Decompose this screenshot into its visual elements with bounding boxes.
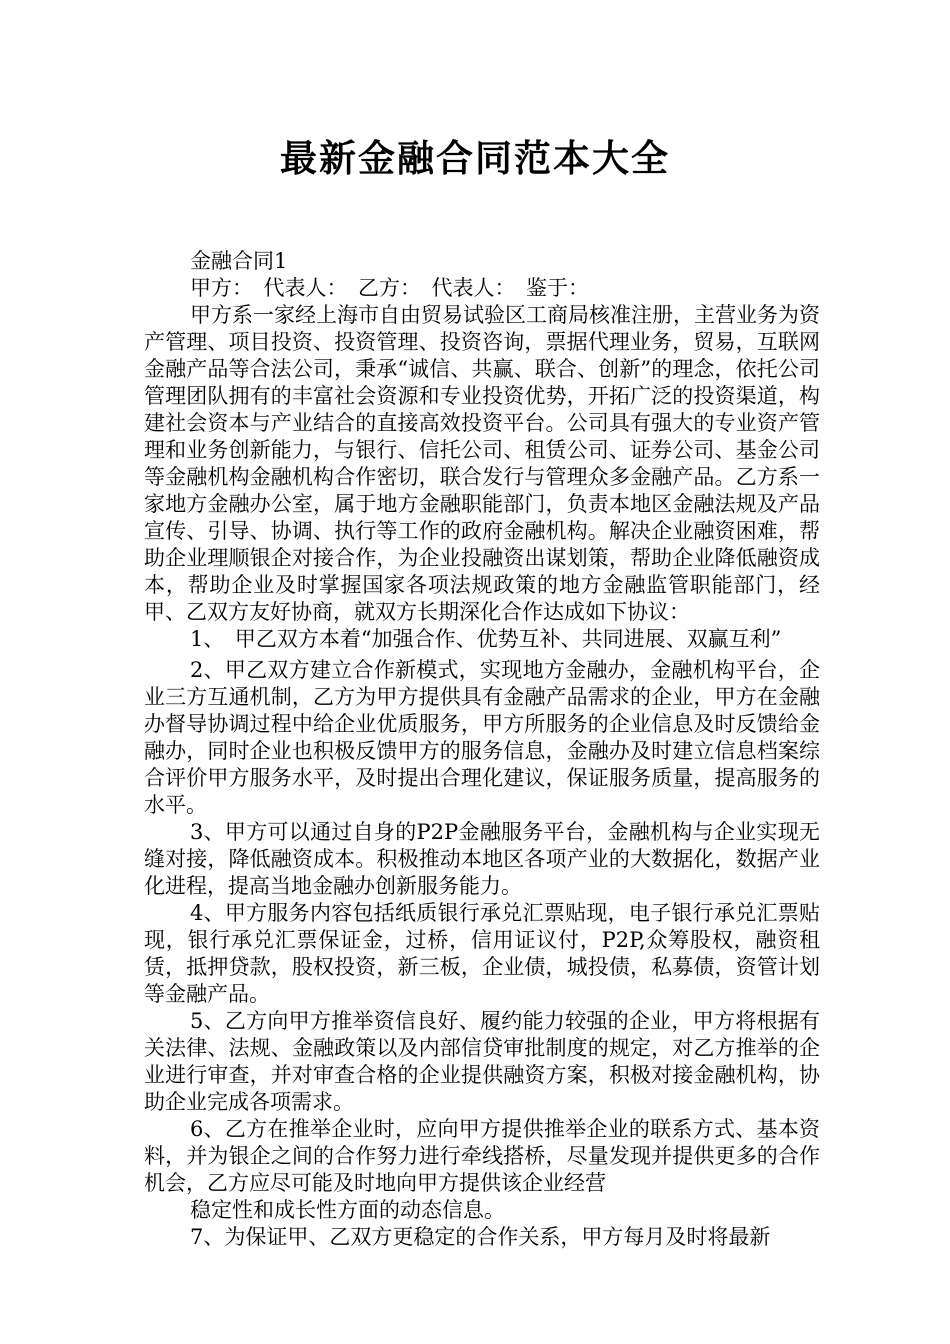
- paragraph-clause-3: 3、甲方可以通过自身的P2P金融服务平台，金融机构与企业实现无缝对接，降低融资成本。积极推动本地区各项产业的大数据化，数据产业化进程，提高当地金融办创新服务能力。: [144, 820, 820, 898]
- paragraph-clause-1: 1、 甲乙双方本着“加强合作、优势互补、共同进展、双赢互利”: [190, 627, 782, 651]
- contract-heading: 金融合同1: [190, 249, 288, 273]
- parties-line: 甲方： 代表人： 乙方： 代表人： 鉴于：: [190, 276, 589, 300]
- paragraph-intro: 甲方系一家经上海市自由贸易试验区工商局核准注册，主营业务为资产管理、项目投资、投资管理、投资咨询，票据代理业务，贸易，互联网金融产品等合法公司，秉承“诚信、共赢、联合、创新”的理念，依托公司管理团队拥有的丰富社会资源和专业投资优势，开拓广泛的投资渠道，构建社会资本与产业结合的直接高效投资平台。公司具有强大的专业资产管理和业务创新能力，与银行、信托公司、租赁公司、证券公司、基金公司等金融机构金融机构合作密切，联合发行与管理众多金融产品。乙方系一家地方金融办公室，属于地方金融职能部门，负责本地区金融法规及产品宣传、引导、协调、执行等工作的政府金融机构。解决企业融资困难，帮助企业理顺银企对接合作，为企业投融资出谋划策，帮助企业降低融资成本，帮助企业及时掌握国家各项法规政策的地方金融监管职能部门，经甲、乙双方友好协商，就双方长期深化合作达成如下协议：: [144, 303, 820, 624]
- paragraph-clause-6: 6、乙方在推举企业时，应向甲方提供推举企业的联系方式、基本资料，并为银企之间的合作努力进行牵线搭桥，尽量发现并提供更多的合作机会，乙方应尽可能及时地向甲方提供该企业经营: [144, 1117, 820, 1195]
- paragraph-clause-2: 2、甲乙双方建立合作新模式，实现地方金融办，金融机构平台，企业三方互通机制，乙方为甲方提供具有金融产品需求的企业，甲方在金融办督导协调过程中给企业优质服务，甲方所服务的企业信息及时反馈给金融办，同时企业也积极反馈甲方的服务信息，金融办及时建立信息档案综合评价甲方服务水平，及时提出合理化建议，保证服务质量，提高服务的水平。: [144, 658, 820, 817]
- document-body: [144, 248, 820, 1251]
- paragraph-clause-5: 5、乙方向甲方推举资信良好、履约能力较强的企业，甲方将根据有关法律、法规、金融政策以及内部信贷审批制度的规定，对乙方推举的企业进行审查，并对审查合格的企业提供融资方案，积极对接金融机构，协助企业完成各项需求。: [144, 1009, 820, 1114]
- paragraph-clause-7: 7、为保证甲、乙双方更稳定的合作关系，甲方每月及时将最新: [190, 1225, 771, 1249]
- paragraph-clause-6-continued: 稳定性和成长性方面的动态信息。: [190, 1198, 505, 1222]
- paragraph-clause-4: 4、甲方服务内容包括纸质银行承兑汇票贴现，电子银行承兑汇票贴现，银行承兑汇票保证金，过桥，信用证议付，P2P,众筹股权，融资租赁，抵押贷款，股权投资，新三板，企业债，城投债，私募债，资管计划等金融产品。: [144, 901, 820, 1006]
- document-title: 最新金融合同范本大全: [280, 137, 670, 180]
